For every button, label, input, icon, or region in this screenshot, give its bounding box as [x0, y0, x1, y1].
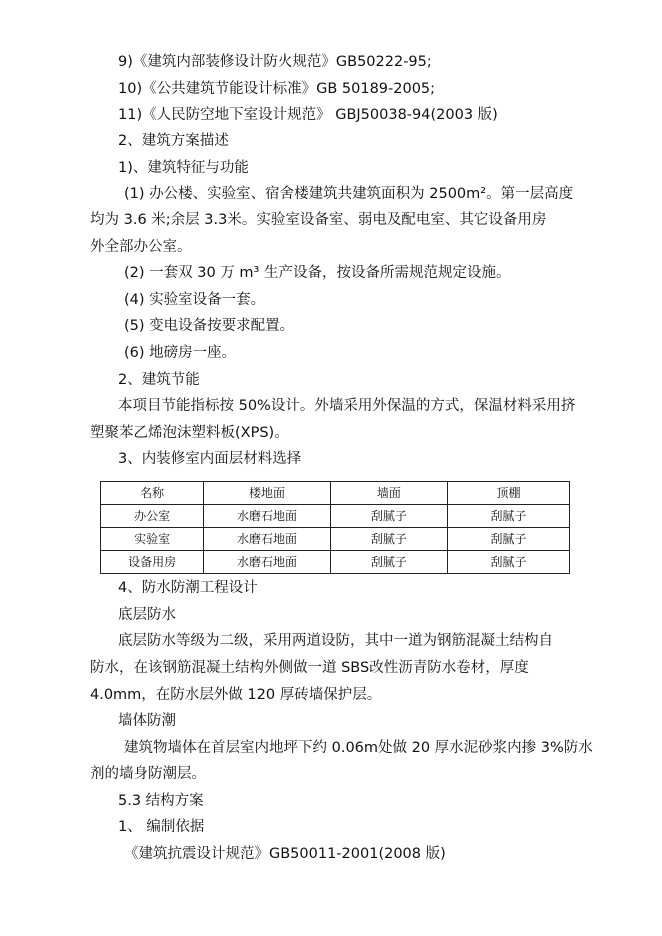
table-cell: 办公室 — [101, 505, 204, 528]
table-cell: 水磨石地面 — [204, 505, 331, 528]
table-cell: 刮腻子 — [448, 528, 570, 551]
table-header-cell: 墙面 — [330, 482, 447, 505]
text-line: 塑聚苯乙烯泡沫塑料板(XPS)。 — [90, 425, 289, 441]
text-line: 外全部办公室。 — [90, 239, 192, 255]
text-line: (1) 办公楼、实验室、宿舍楼建筑共建筑面积为 2500m²。第一层高度 — [124, 186, 574, 202]
table-cell: 刮腻子 — [448, 505, 570, 528]
text-line: (5) 变电设备按要求配置。 — [124, 318, 295, 334]
section-heading: 5.3 结构方案 — [118, 793, 204, 809]
table-header-cell: 名称 — [101, 482, 204, 505]
text-line: 本项目节能指标按 50%设计。外墙采用外保温的方式，保温材料采用挤 — [118, 398, 576, 414]
text-line: 《建筑抗震设计规范》GB50011-2001(2008 版) — [124, 846, 446, 862]
text-line: 剂的墙身防潮层。 — [90, 766, 206, 782]
text-line: 11)《人民防空地下室设计规范》 GBJ50038-94(2003 版) — [118, 107, 498, 123]
table-row — [101, 551, 570, 574]
text-line: (6) 地磅房一座。 — [124, 345, 237, 361]
table-cell: 刮腻子 — [448, 551, 570, 574]
section-heading: 2、建筑节能 — [118, 372, 200, 388]
table-header-cell: 楼地面 — [204, 482, 331, 505]
section-heading: 3、内装修室内面层材料选择 — [118, 451, 302, 467]
material-table — [100, 481, 570, 574]
text-line: 防水，在该钢筋混凝土结构外侧做一道 SBS改性沥青防水卷材，厚度 — [90, 660, 529, 676]
text-line: 底层防水等级为二级，采用两道设防，其中一道为钢筋混凝土结构自 — [118, 633, 553, 649]
subsection-heading: 底层防水 — [118, 607, 176, 623]
table-row — [101, 528, 570, 551]
table-header-cell: 顶棚 — [448, 482, 570, 505]
text-line: 9)《建筑内部装修设计防火规范》GB50222-95; — [118, 54, 432, 70]
table-cell: 刮腻子 — [330, 528, 447, 551]
section-heading: 2、建筑方案描述 — [118, 133, 229, 149]
table-header-row — [101, 482, 570, 505]
section-heading: 4、防水防潮工程设计 — [118, 580, 258, 596]
text-line: 均为 3.6 米;余层 3.3米。实验室设备室、弱电及配电室、其它设备用房 — [90, 212, 547, 228]
text-line: 10)《公共建筑节能设计标准》GB 50189-2005; — [118, 81, 436, 97]
table-cell: 水磨石地面 — [204, 551, 331, 574]
text-line: (4) 实验室设备一套。 — [124, 292, 266, 308]
table-row — [101, 505, 570, 528]
table-cell: 水磨石地面 — [204, 528, 331, 551]
table-cell: 刮腻子 — [330, 551, 447, 574]
text-line: 建筑物墙体在首层室内地坪下约 0.06m处做 20 厚水泥砂浆内掺 3%防水 — [124, 740, 593, 756]
text-line: 4.0mm，在防水层外做 120 厚砖墙保护层。 — [90, 687, 382, 703]
subsection-heading: 1、 编制依据 — [118, 819, 205, 835]
text-line: (2) 一套双 30 万 m³ 生产设备，按设备所需规范规定设施。 — [124, 265, 511, 281]
subsection-heading: 1)、建筑特征与功能 — [118, 160, 249, 176]
table-cell: 设备用房 — [101, 551, 204, 574]
table-cell: 实验室 — [101, 528, 204, 551]
subsection-heading: 墙体防潮 — [118, 713, 176, 729]
table-cell: 刮腻子 — [330, 505, 447, 528]
